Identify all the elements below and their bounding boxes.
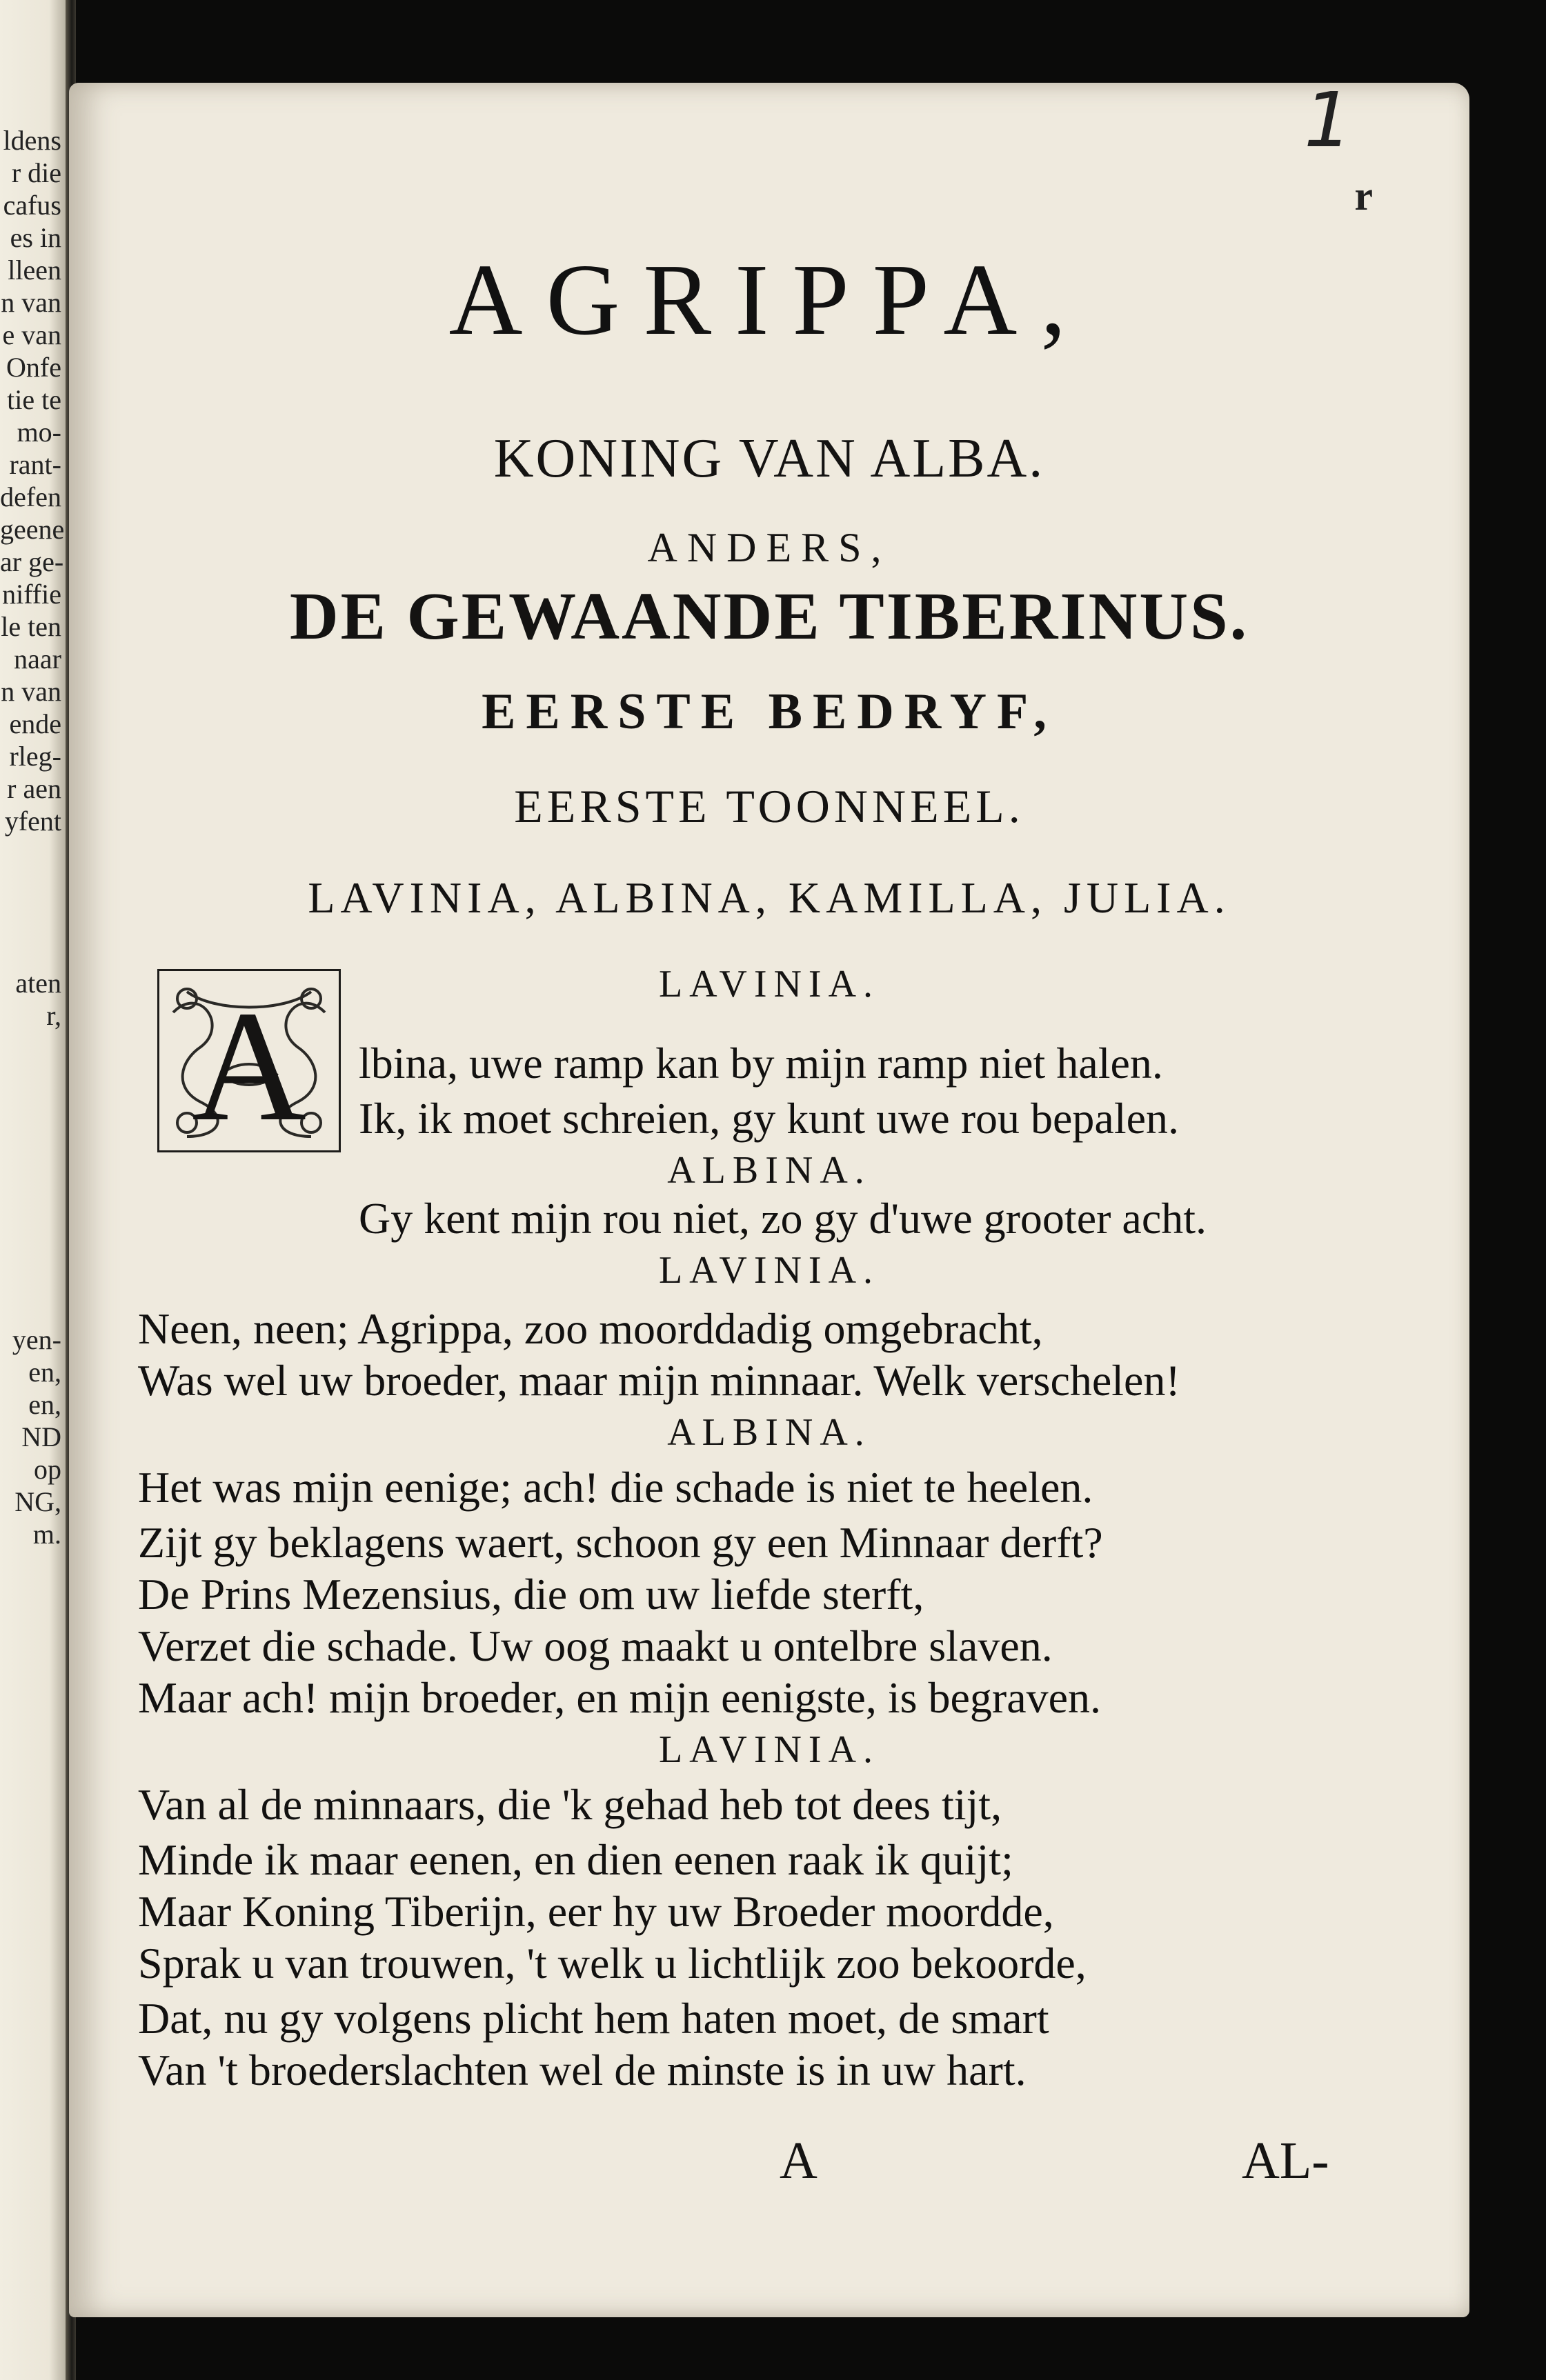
facing-page-fragment [0,1194,66,1226]
verse-line: De Prins Mezensius, die om uw liefde sterft, [138,1570,924,1619]
facing-page-fragment: cafus [3,190,61,221]
facing-page-fragment: r, [46,1000,61,1031]
facing-page-fragment [0,1259,66,1291]
signature-mark-top: r [1354,173,1373,219]
play-subtitle: KONING VAN ALBA. [493,428,1045,489]
verse-line: Maar Koning Tiberijn, eer hy uw Broeder moordde, [138,1887,1054,1936]
scene-heading: EERSTE TOONNEEL. [514,780,1024,832]
verse-line: Van al de minnaars, die 'k gehad heb tot dees tijt, [138,1780,1002,1829]
play-title: AGRIPPA, [448,243,1090,357]
facing-page-fragment: defen [0,481,61,512]
facing-page-fragment [0,1161,66,1194]
verse-line: Maar ach! mijn broeder, en mijn eenigste, is begraven. [138,1673,1102,1722]
verse-line: Was wel uw broeder, maar mijn minnaar. Welk verschelen! [138,1356,1180,1405]
facing-page-fragment: m. [32,1519,61,1550]
facing-page-fragment [0,1291,66,1323]
facing-page-fragment: ende [9,708,61,739]
verse-line: Verzet die schade. Uw oog maakt u ontelbre slaven. [138,1621,1053,1670]
facing-page-fragment: aten [15,968,61,999]
facing-page-fragment: rant- [9,449,61,480]
catchword: AL- [1242,2132,1329,2190]
dropcap-letter: A [191,978,307,1150]
speaker-name: ALBINA. [667,1411,871,1454]
facing-page-fragment: mo- [17,417,61,448]
facing-page-fragment: yen- [12,1324,61,1355]
facing-page-fragment: Onfe [6,352,61,383]
facing-page-fragment: NG, [14,1486,61,1517]
verse-line: Sprak u van trouwen, 't welk u lichtlijk zoo bekoorde, [138,1939,1087,1988]
facing-page-fragment: lleen [8,254,61,286]
speaker-name: ALBINA. [667,1149,871,1192]
facing-page-fragment: yfent [4,806,61,837]
act-heading: EERSTE BEDRYF, [482,683,1057,740]
speaker-name: LAVINIA. [658,963,880,1006]
anders-heading: ANDERS, [647,525,891,570]
cast-list: LAVINIA, ALBINA, KAMILLA, JULIA. [308,873,1231,922]
facing-page-fragment: tie te [7,384,61,415]
facing-page-fragment: rleg- [9,741,61,772]
facing-page-fragment [0,837,66,870]
facing-page-text-fragments [0,124,66,1550]
facing-page-fragment [0,1097,66,1129]
facing-page-fragment: op [34,1454,61,1485]
facing-page-fragment: en, [28,1357,61,1388]
facing-page-fragment [0,1129,66,1161]
facing-page-fragment: e van [2,319,61,350]
book-page [69,76,1469,2317]
facing-page-fragment: n van [1,676,61,707]
facing-page-fragment: es in [10,222,61,253]
verse-line: Minde ik maar eenen, en dien eenen raak ik quijt; [138,1835,1013,1884]
speaker-name: LAVINIA. [658,1728,880,1771]
verse-line: Gy kent mijn rou niet, zo gy d'uwe grooter acht. [359,1194,1207,1243]
signature-mark: A [780,2132,817,2190]
speaker-name: LAVINIA. [658,1249,880,1292]
facing-page-fragment: en, [28,1389,61,1420]
facing-page-fragment: ND [21,1421,61,1452]
page-number: 1 [1304,76,1352,164]
facing-page-fragment: naar [14,643,61,674]
facing-page-fragment: geene [0,514,65,545]
facing-page-fragment [0,870,66,902]
facing-page-fragment: niffie [2,579,61,610]
verse-line: Van 't broederslachten wel de minste is in uw hart. [138,2046,1027,2094]
facing-page-fragment: n van [1,287,61,318]
facing-page-fragment: ldens [3,125,61,156]
facing-page-fragment [0,1032,66,1064]
verse-line: Ik, ik moet schreien, gy kunt uwe rou bepalen. [359,1094,1179,1143]
facing-page-fragment: ar ge- [0,546,64,577]
alternate-title: DE GEWAANDE TIBERINUS. [289,579,1249,654]
facing-page-fragment [0,902,66,934]
facing-page-fragment [0,1226,66,1259]
verse-line: Dat, nu gy volgens plicht hem haten moet, de smart [138,1994,1049,2043]
facing-page-fragment: r aen [7,773,61,804]
facing-page-left [0,0,66,2380]
facing-page-fragment: r die [11,157,61,188]
facing-page-fragment: le ten [1,611,61,642]
verse-line: Het was mijn eenige; ach! die schade is niet te heelen. [138,1463,1093,1512]
facing-page-fragment [0,934,66,967]
verse-line: lbina, uwe ramp kan by mijn ramp niet halen. [359,1039,1163,1088]
verse-line: Zijt gy beklagens waert, schoon gy een Minnaar derft? [138,1518,1103,1567]
verse-line: Neen, neen; Agrippa, zoo moorddadig omgebracht, [138,1304,1043,1353]
facing-page-fragment [0,1064,66,1097]
